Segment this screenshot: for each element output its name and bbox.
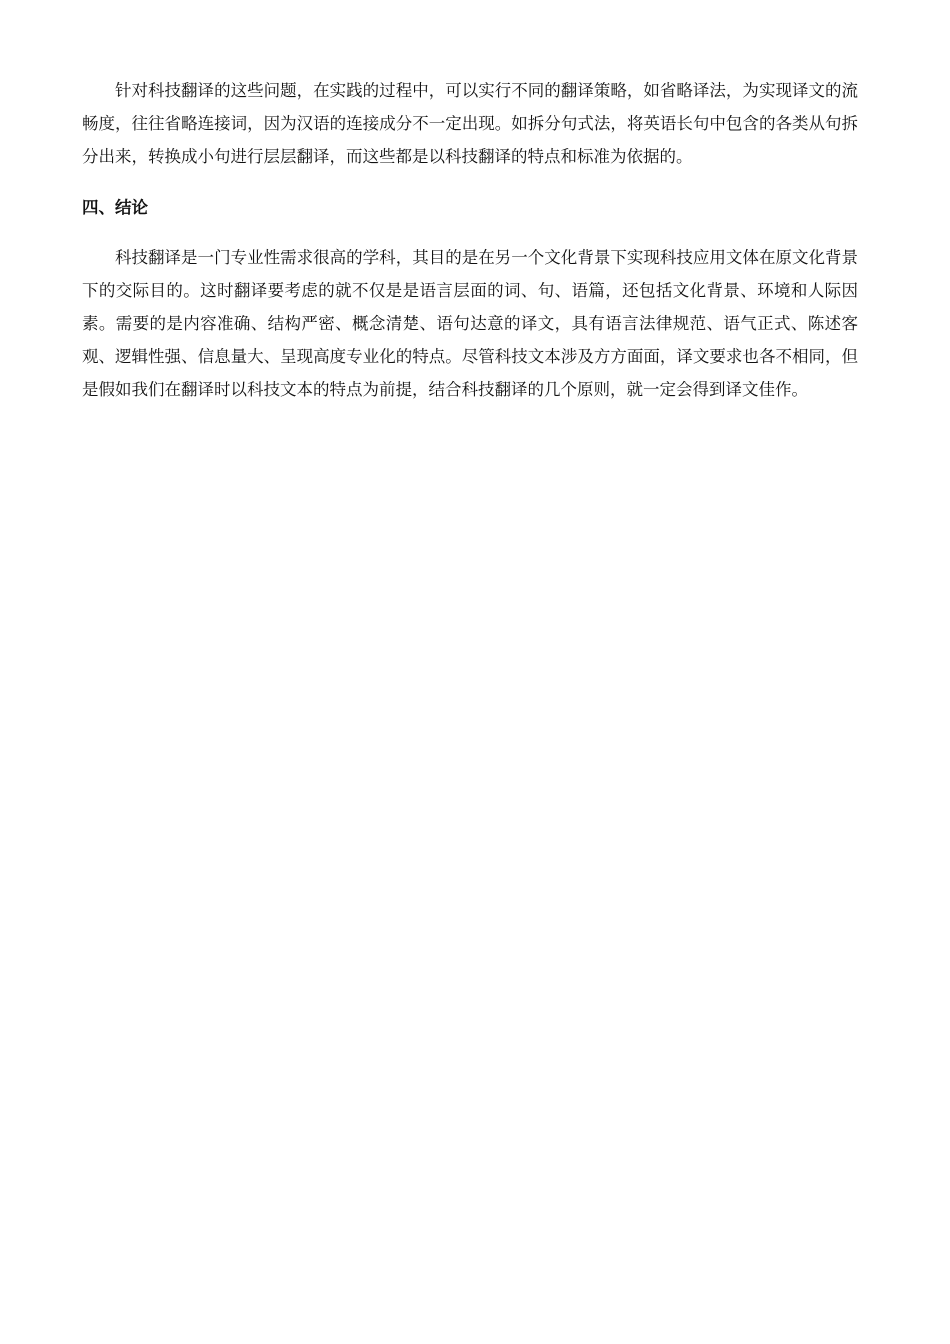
- document-body: [82, 74, 858, 406]
- section-heading-conclusion: 四、结论: [82, 198, 148, 217]
- paragraph-translation-strategies: 针对科技翻译的这些问题，在实践的过程中，可以实行不同的翻译策略，如省略译法，为实现译文的流畅度，往往省略连接词，因为汉语的连接成分不一定出现。如拆分句式法，将英语长句中包含的各类从句拆分出来，转换成小句进行层层翻译，而这些都是以科技翻译的特点和标准为依据的。: [82, 81, 858, 166]
- paragraph-conclusion: 科技翻译是一门专业性需求很高的学科，其目的是在另一个文化背景下实现科技应用文体在原文化背景下的交际目的。这时翻译要考虑的就不仅是是语言层面的词、句、语篇，还包括文化背景、环境和人际因素。需要的是内容准确、结构严密、概念清楚、语句达意的译文，具有语言法律规范、语气正式、陈述客观、逻辑性强、信息量大、呈现高度专业化的特点。尽管科技文本涉及方方面面，译文要求也各不相同，但是假如我们在翻译时以科技文本的特点为前提，结合科技翻译的几个原则，就一定会得到译文佳作。: [82, 248, 858, 399]
